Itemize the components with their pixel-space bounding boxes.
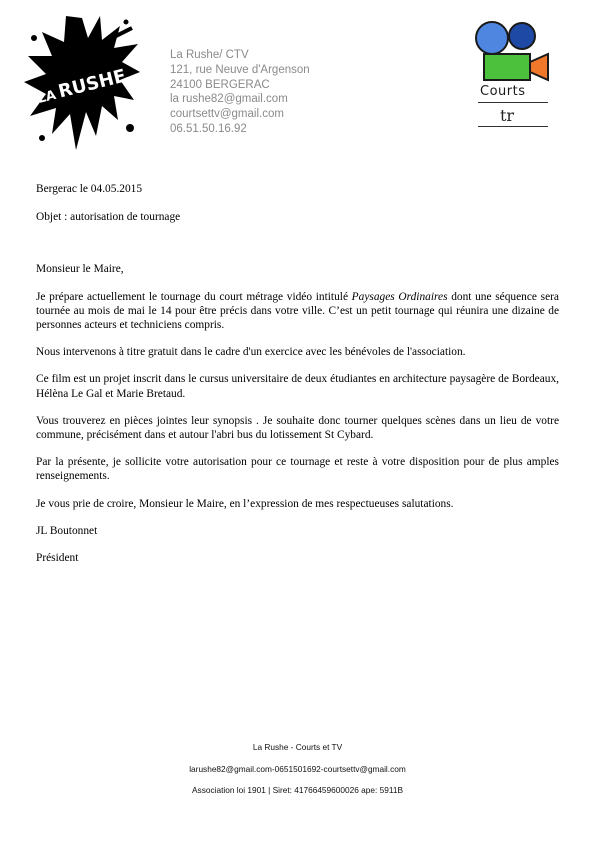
footer-title: La Rushe - Courts et TV (252, 742, 343, 752)
sender-street: 121, rue Neuve d'Argenson (170, 63, 310, 76)
film-title: Paysages Ordinaires (351, 290, 448, 303)
letter-salutation: Monsieur le Maire, (36, 263, 124, 276)
logo-rule-bottom (478, 126, 548, 127)
sender-email-2: courtsettv@gmail.com (170, 108, 284, 121)
letter-paragraph-2: Nous intervenons à titre gratuit dans le cadre d'un exercice avec les bénévoles de l'association. (36, 346, 466, 359)
sender-phone: 06.51.50.16.92 (170, 122, 247, 135)
p1-end: dont une séquence sera tournée au mois de mai le 14 pour être précis dans votre ville. C’est un petit tournage qui réunira une dizaine de personnes acteurs et techniciens compris. (36, 290, 559, 332)
footer-legal: Association loi 1901 | Siret: 41766459600026 ape: 5911B (192, 785, 403, 795)
la-rushe-logo (22, 8, 142, 158)
letter-subject: Objet : autorisation de tournage (36, 211, 181, 224)
logo-sub: tr (500, 106, 515, 125)
letter-date: Bergerac le 04.05.2015 (36, 183, 143, 195)
courts-tv-logo (470, 18, 554, 130)
p1-start: Je prépare actuellement le tournage du court métrage vidéo intitulé (36, 290, 352, 303)
letter-paragraph-4: Vous trouverez en pièces jointes leur synopsis . Je souhaite donc tourner quelques scènes dans un lieu de votre commune, précisément dans et autour l'abri bus du lotissement St Cybard. (36, 414, 559, 442)
svg-text:RUSHE: RUSHE (56, 65, 129, 103)
sender-city: 24100 BERGERAC (170, 78, 270, 91)
letter-paragraph-3: Ce film est un projet inscrit dans le cursus universitaire de deux étudiantes en architecture paysagère de Bordeaux, Hélèna Le Gal et Marie Bretaud. (36, 373, 559, 400)
letter-body (36, 182, 559, 565)
sender-email-1: la rushe82@gmail.com (170, 93, 288, 106)
camera-icon (470, 18, 554, 84)
letter-role: Président (36, 552, 79, 565)
logo-word: Courts (480, 84, 526, 99)
letter-paragraph-1 (36, 290, 559, 333)
sender-address (170, 48, 310, 137)
letter-signature: JL Boutonnet (36, 524, 98, 537)
footer-contacts: larushe82@gmail.com-0651501692-courtsettv@gmail.com (189, 764, 406, 774)
svg-text:LA: LA (36, 87, 58, 107)
sender-name: La Rushe/ CTV (170, 49, 249, 61)
letter-paragraph-5: Par la présente, je sollicite votre autorisation pour ce tournage et reste à votre disposition pour de plus amples renseignements. (36, 456, 559, 483)
letter-paragraph-6: Je vous prie de croire, Monsieur le Maire, en l’expression de mes respectueuses salutations. (36, 497, 454, 510)
logo-rule-top (478, 102, 548, 103)
